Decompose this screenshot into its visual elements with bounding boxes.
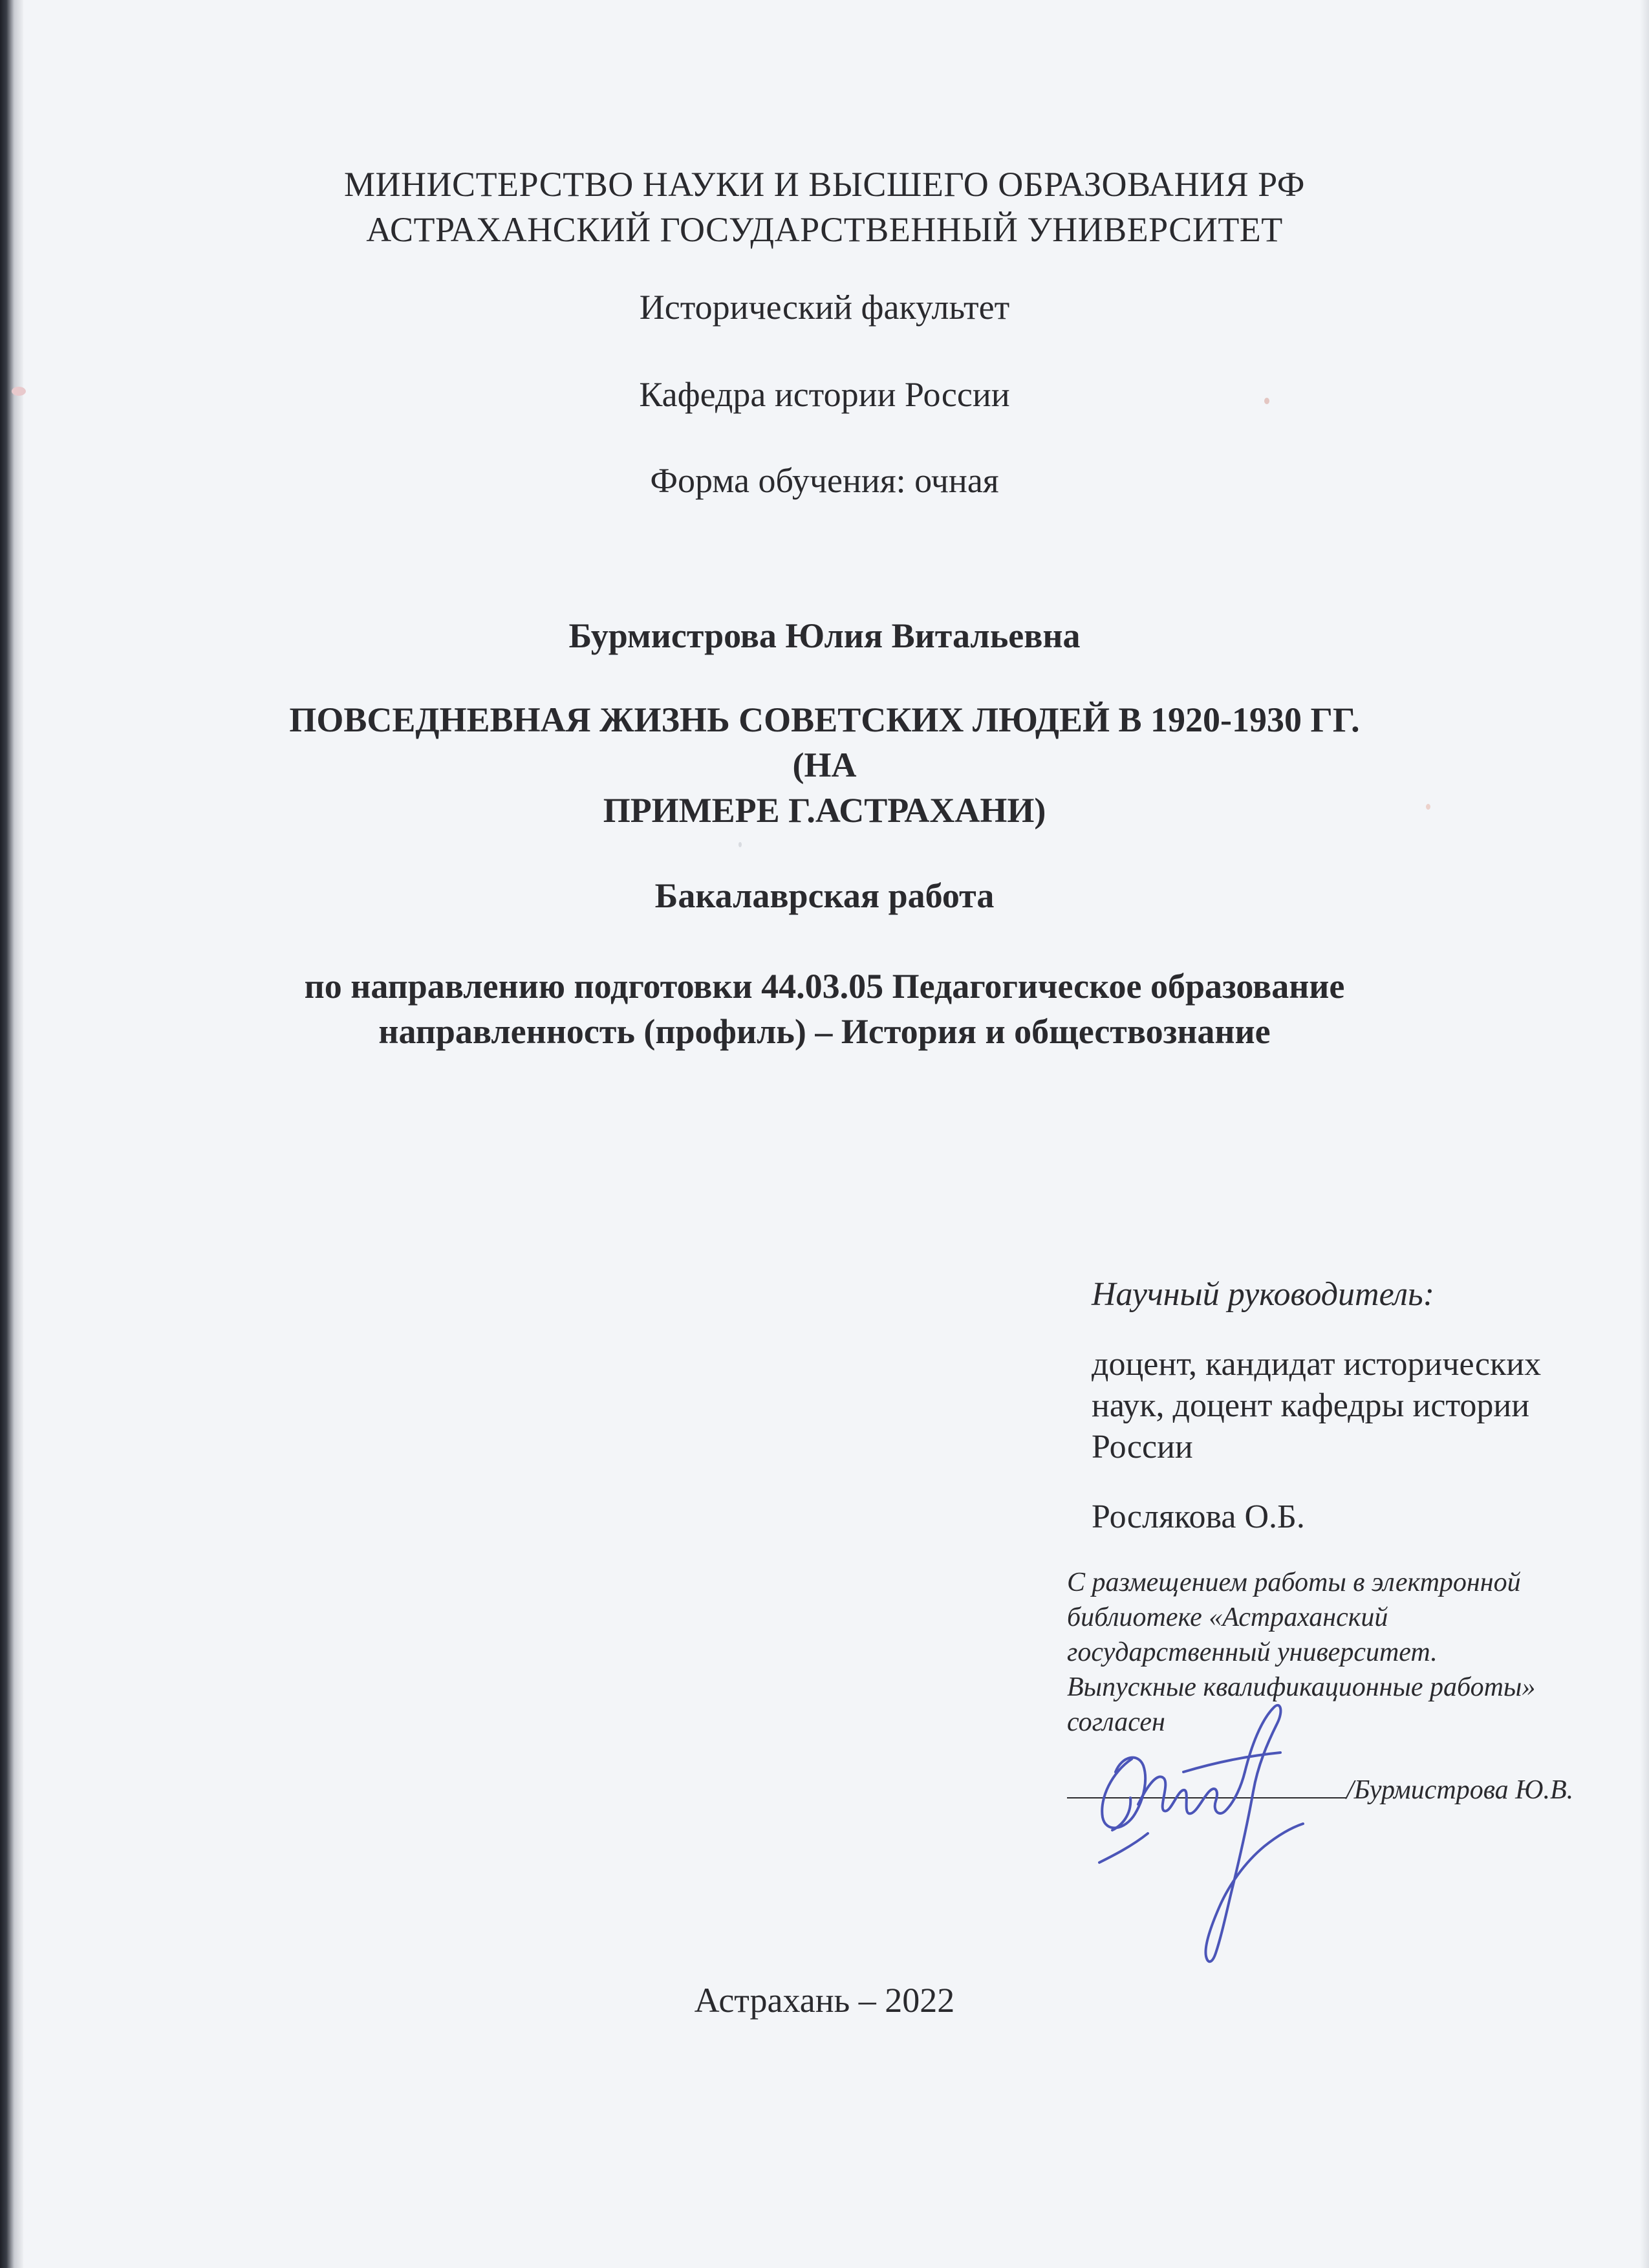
scan-speck	[1264, 398, 1269, 404]
supervisor-name: Рослякова О.Б.	[1092, 1498, 1305, 1535]
thesis-title-line-2: ПРИМЕРЕ Г.АСТРАХАНИ)	[603, 791, 1046, 830]
consent-line-3: государственный университет.	[1067, 1637, 1438, 1667]
scan-edge-right	[1640, 0, 1649, 2268]
author-name: Бурмистрова Юлия Витальевна	[568, 616, 1081, 655]
consent-line-1: С размещением работы в электронной	[1067, 1568, 1521, 1597]
supervisor-block	[1092, 1274, 1583, 1538]
study-form: Форма обучения: очная	[650, 461, 999, 500]
consent-line-5: согласен	[1067, 1707, 1165, 1737]
ministry-line-2: АСТРАХАНСКИЙ ГОСУДАРСТВЕННЫЙ УНИВЕРСИТЕТ	[366, 210, 1283, 249]
work-type: Бакалаврская работа	[654, 876, 995, 915]
consent-line-2: библиотеке «Астраханский	[1067, 1603, 1388, 1632]
study-direction	[0, 964, 1649, 1054]
signer-name: /Бурмистрова Ю.В.	[1346, 1775, 1574, 1805]
chair-name: Кафедра истории России	[639, 375, 1010, 414]
direction-line-1: по направлению подготовки 44.03.05 Педагогическое образование	[304, 967, 1345, 1006]
ministry-header	[0, 162, 1649, 252]
city-year: Астрахань – 2022	[694, 1981, 955, 2020]
supervisor-description	[1092, 1344, 1583, 1468]
consent-line-4: Выпускные квалификационные работы»	[1067, 1672, 1536, 1702]
supervisor-desc-line-1: доцент, кандидат исторических	[1092, 1346, 1542, 1383]
ministry-line-1: МИНИСТЕРСТВО НАУКИ И ВЫСШЕГО ОБРАЗОВАНИЯ РФ	[344, 165, 1305, 204]
supervisor-desc-line-2: наук, доцент кафедры истории	[1092, 1387, 1530, 1424]
handwritten-signature	[1086, 1694, 1332, 1992]
scan-speck	[738, 842, 742, 847]
scan-edge-left	[0, 0, 23, 2268]
supervisor-desc-line-3: России	[1092, 1429, 1193, 1465]
scan-speck	[1426, 804, 1430, 810]
direction-line-2: направленность (профиль) – История и обществознание	[378, 1012, 1271, 1051]
scan-speck	[12, 387, 26, 396]
faculty-name: Исторический факультет	[639, 288, 1010, 327]
supervisor-label: Научный руководитель:	[1092, 1276, 1435, 1313]
thesis-title-line-1: ПОВСЕДНЕВНАЯ ЖИЗНЬ СОВЕТСКИХ ЛЮДЕЙ В 1920-1930 ГГ. (НА	[289, 700, 1360, 784]
thesis-title	[259, 697, 1390, 833]
